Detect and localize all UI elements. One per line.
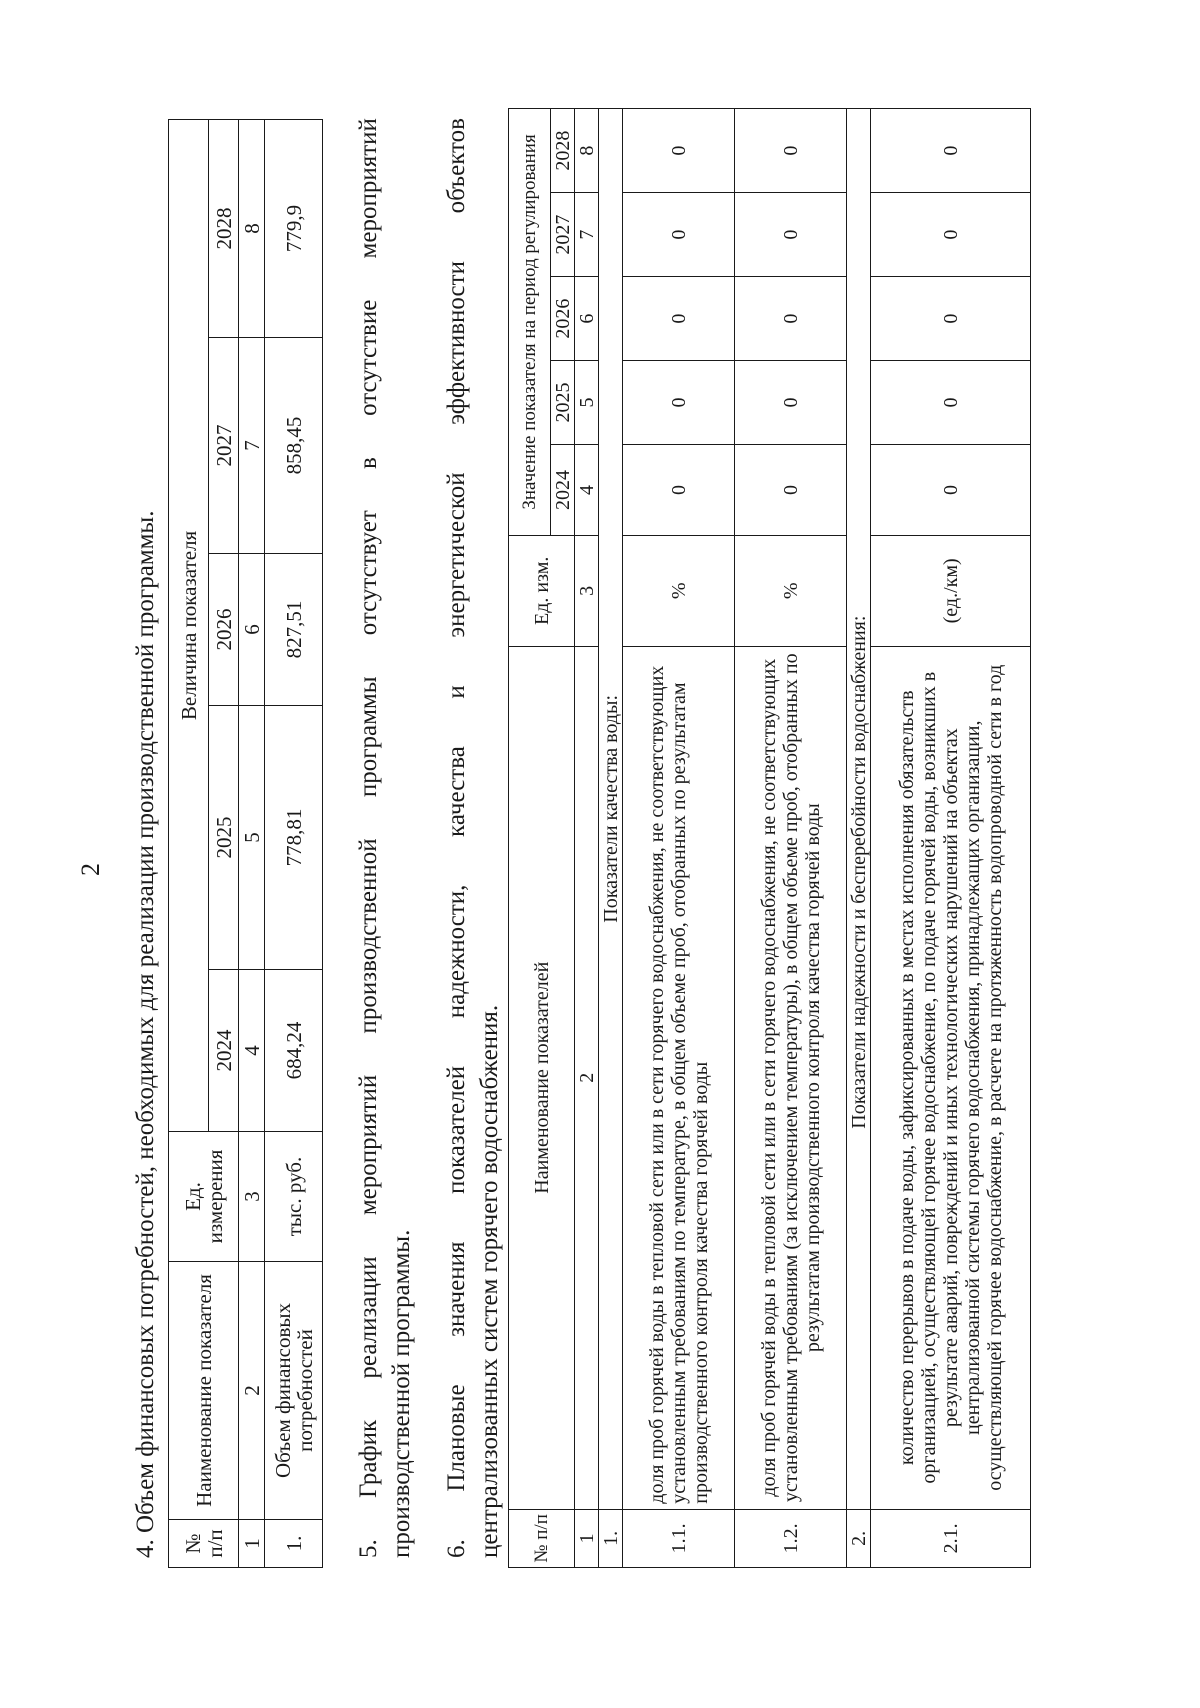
- heading-word: Плановые: [443, 1384, 470, 1492]
- indicator-name: Объем финансовых потребностей: [265, 1262, 323, 1520]
- value-cell: 0: [623, 193, 735, 277]
- col-values-header: Значение показателя на период регулирования: [509, 109, 551, 536]
- value-cell: 0: [623, 361, 735, 445]
- group-number: 1.: [599, 1509, 623, 1567]
- heading-word: 5.: [355, 1539, 382, 1558]
- year-header: 2026: [209, 554, 239, 706]
- value-cell: 0: [871, 361, 1031, 445]
- col-unit-header: Ед. измерения: [169, 1132, 239, 1262]
- index-cell: 4: [239, 970, 265, 1132]
- year-header: 2028: [551, 109, 575, 193]
- index-cell: 2: [239, 1262, 265, 1520]
- row-number: 1.: [265, 1520, 323, 1568]
- heading-word: программы: [355, 676, 382, 798]
- indicator-name: доля проб горячей воды в тепловой сети или в сети горячего водоснабжения, не соответствующих установленным требованиям по температуре, в общем объеме проб, отобранных по результатам производственного контроля качества горячей воды: [623, 646, 735, 1509]
- heading-word: мероприятий: [355, 1074, 382, 1216]
- section-5-heading: [352, 118, 418, 1558]
- heading-word: производственной: [355, 838, 382, 1034]
- value-cell: 827,51: [265, 554, 323, 706]
- heading-word: показателей: [443, 1065, 470, 1194]
- value-cell: 0: [735, 444, 847, 535]
- col-no-header: № п/п: [509, 1509, 575, 1567]
- index-cell: 8: [239, 119, 265, 337]
- value-cell: 0: [735, 277, 847, 361]
- page-number: 2: [76, 863, 105, 876]
- heading-word: отсутствие: [355, 299, 382, 416]
- section-6-heading: [440, 118, 506, 1558]
- heading-tail: производственной программы.: [388, 1229, 415, 1558]
- unit-cell: тыс. руб.: [265, 1132, 323, 1262]
- value-cell: 778,81: [265, 706, 323, 970]
- year-header: 2028: [209, 119, 239, 337]
- heading-word: реализации: [355, 1256, 382, 1379]
- index-cell: 5: [575, 361, 599, 445]
- index-cell: 2: [575, 646, 599, 1509]
- value-cell: 684,24: [265, 970, 323, 1132]
- year-header: 2025: [551, 361, 575, 445]
- index-cell: 7: [575, 193, 599, 277]
- value-cell: 0: [623, 444, 735, 535]
- heading-word: надежности,: [443, 884, 470, 1019]
- indicators-table: [508, 108, 1031, 1568]
- unit-cell: %: [623, 535, 735, 646]
- index-cell: 6: [575, 277, 599, 361]
- row-number: 1.1.: [623, 1509, 735, 1567]
- index-cell: 1: [575, 1509, 599, 1567]
- section-4-heading: 4. Объем финансовых потребностей, необходимых для реализации производственной программы.: [132, 510, 159, 1558]
- index-cell: 1: [239, 1520, 265, 1568]
- heading-word: в: [355, 457, 382, 469]
- value-cell: 0: [871, 109, 1031, 193]
- unit-cell: %: [735, 535, 847, 646]
- index-cell: 8: [575, 109, 599, 193]
- value-cell: 0: [871, 444, 1031, 535]
- index-cell: 7: [239, 338, 265, 554]
- value-cell: 0: [871, 193, 1031, 277]
- year-header: 2027: [209, 338, 239, 554]
- value-cell: 858,45: [265, 338, 323, 554]
- heading-word: График: [355, 1419, 382, 1499]
- year-header: 2024: [551, 444, 575, 535]
- heading-word: объектов: [443, 118, 470, 214]
- col-name-header: Наименование показателей: [509, 646, 575, 1509]
- value-cell: 0: [735, 109, 847, 193]
- heading-word: значения: [443, 1241, 470, 1337]
- heading-tail: централизованных систем горячего водоснабжения.: [476, 1004, 503, 1558]
- year-header: 2026: [551, 277, 575, 361]
- value-cell: 0: [623, 109, 735, 193]
- heading-word: 6.: [443, 1539, 470, 1558]
- value-cell: 779,9: [265, 119, 323, 337]
- group-title-quality: Показатели качества воды:: [599, 109, 623, 1510]
- value-cell: 0: [871, 277, 1031, 361]
- value-cell: 0: [735, 361, 847, 445]
- group-number: 2.: [847, 1509, 871, 1567]
- row-number: 2.1.: [871, 1509, 1031, 1567]
- heading-word: отсутствует: [355, 510, 382, 636]
- heading-word: и: [443, 685, 470, 699]
- group-title-reliability: Показатели надежности и бесперебойности водоснабжения:: [847, 109, 871, 1510]
- year-header: 2025: [209, 706, 239, 970]
- indicator-name: доля проб горячей воды в тепловой сети или в сети горячего водоснабжения, не соответствующих установленным требованиям (за исключением температуры), в общем объеме проб, отобранных по результатам производственного контроля качества горячей воды: [735, 646, 847, 1509]
- index-cell: 4: [575, 444, 599, 535]
- value-cell: 0: [623, 277, 735, 361]
- heading-word: эффективности: [443, 261, 470, 425]
- col-unit-header: Ед. изм.: [509, 535, 575, 646]
- index-cell: 6: [239, 554, 265, 706]
- heading-word: качества: [443, 746, 470, 837]
- row-number: 1.2.: [735, 1509, 847, 1567]
- heading-word: энергетической: [443, 472, 470, 638]
- index-cell: 3: [575, 535, 599, 646]
- year-header: 2027: [551, 193, 575, 277]
- col-name-header: Наименование показателя: [169, 1262, 239, 1520]
- col-no-header: № п/п: [169, 1520, 239, 1568]
- index-cell: 5: [239, 706, 265, 970]
- indicator-name: количество перерывов в подаче воды, зафиксированных в местах исполнения обязательств организацией, осуществляющей горячее водоснабжение, по подаче горячей воды, возникших в результате аварий, повреждений и иных технологических нарушений на объектах централизованной системы горячего водоснабжения, принадлежащих организации, осуществляющей горячее водоснабжение, в расчете на протяженность водопроводной сети в год: [871, 646, 1031, 1509]
- col-values-header: Величина показателя: [169, 119, 209, 1131]
- value-cell: 0: [735, 193, 847, 277]
- financial-needs-table: [168, 119, 323, 1568]
- heading-word: мероприятий: [355, 118, 382, 259]
- unit-cell: (ед./км): [871, 535, 1031, 646]
- year-header: 2024: [209, 970, 239, 1132]
- index-cell: 3: [239, 1132, 265, 1262]
